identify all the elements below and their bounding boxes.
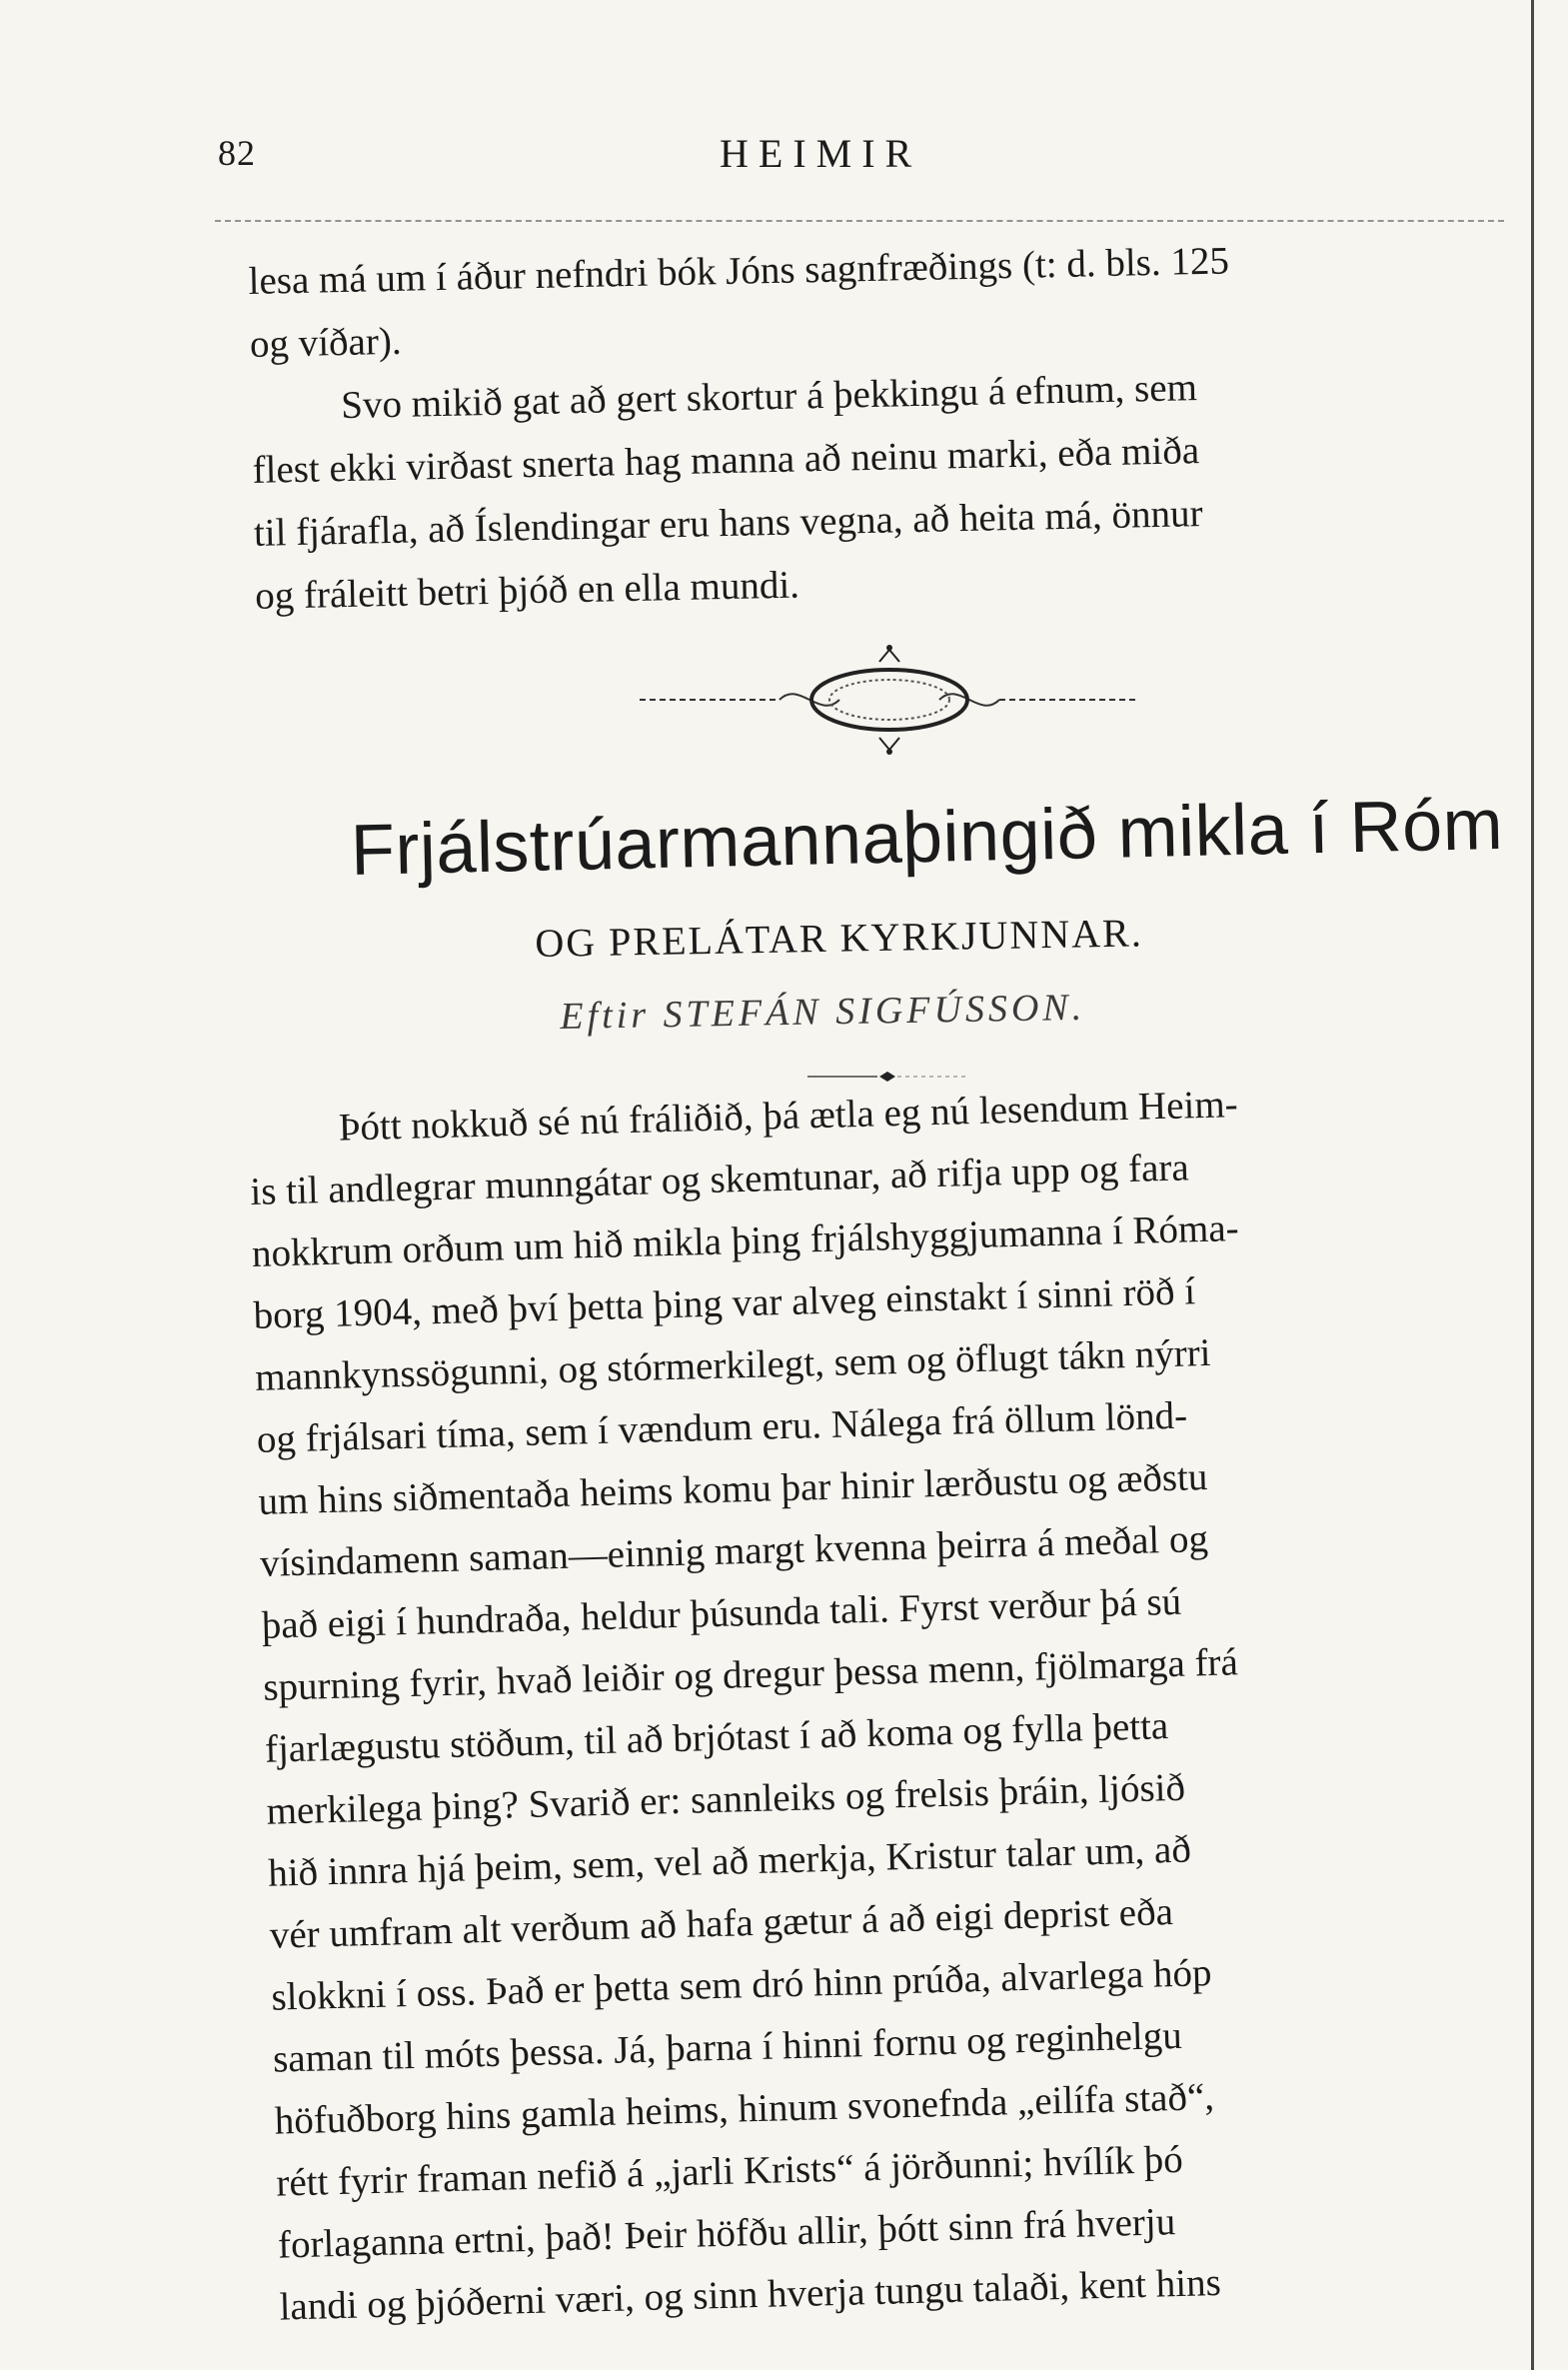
text-line: vér umfram alt verðum að hafa gætur á að eigi deprist eða — [269, 1890, 1174, 1957]
text-line: nokkrum orðum um hið mikla þing frjálshyggjumanna í Róma- — [251, 1206, 1240, 1275]
text-line: og fráleitt betri þjóð en ella mundi. — [254, 563, 800, 618]
text-line: merkilega þing? Svarið er: sannleiks og frelsis þráin, ljósið — [266, 1765, 1186, 1833]
text-line: Svo mikið gat að gert skortur á þekkingu á efnum, sem — [340, 366, 1198, 428]
page-number: 82 — [218, 133, 256, 173]
running-head: HEIMIR — [720, 131, 922, 176]
text-line: is til andlegrar munngátar og skemtunar, að rifja upp og fara — [249, 1146, 1190, 1213]
text-line: mannkynssögunni, og stórmerkilegt, sem og öflugt tákn nýrri — [254, 1330, 1212, 1399]
text-line: borg 1904, með því þetta þing var alveg einstakt í sinni röð í — [253, 1269, 1196, 1337]
article-title: Frjálstrúarmannaþingið mikla í Róm — [350, 784, 1504, 891]
page-edge-line — [1531, 0, 1534, 2370]
text-line: rétt fyrir framan nefið á „jarli Krists“ á jörðunni; hvílík þó — [275, 2137, 1184, 2205]
text-line: til fjárafla, að Íslendingar eru hans vegna, að heita má, önnur — [253, 492, 1203, 555]
body-paragraph — [248, 1068, 1519, 2339]
text-line: flest ekki virðast snerta hag manna að neinu marki, eða miða — [252, 429, 1200, 492]
text-line: um hins siðmentaða heims komu þar hinir lærðustu og æðstu — [257, 1455, 1208, 1523]
text-line: saman til móts þessa. Já, þarna í hinni fornu og reginhelgu — [272, 2013, 1183, 2081]
article-byline: Eftir STEFÁN SIGFÚSSON. — [560, 986, 1086, 1038]
text-line: spurning fyrir, hvað leiðir og dregur þessa menn, fjölmarga frá — [262, 1640, 1239, 1709]
text-line: slokkni í oss. Það er þetta sem dró hinn prúða, alvarlega hóp — [270, 1951, 1212, 2019]
article-subtitle: OG PRELÁTAR KYRKJUNNAR. — [535, 910, 1144, 966]
text-line: Þótt nokkuð sé nú fráliðið, þá ætla eg nú lesendum Heim- — [338, 1083, 1239, 1150]
text-line: það eigi í hundraða, heldur þúsunda tali. Fyrst verður þá sú — [261, 1579, 1182, 1647]
text-line: fjarlægustu stöðum, til að brjótast í að koma og fylla þetta — [264, 1704, 1169, 1771]
text-line: hið innra hjá þeim, sem, vel að merkja, Kristur talar um, að — [267, 1827, 1192, 1895]
text-line: forlaganna ertni, það! Þeir höfðu allir, þótt sinn frá hverju — [277, 2200, 1176, 2267]
text-line: vísindamenn saman—einnig margt kvenna þeirra á meðal og — [259, 1517, 1209, 1585]
text-line: höfuðborg hins gamla heims, hinum svonefnda „eilífa stað“, — [274, 2075, 1215, 2143]
decorative-ornament-icon — [630, 640, 1149, 760]
text-line: og frjálsari tíma, sem í vændum eru. Nálega frá öllum lönd- — [256, 1393, 1188, 1461]
intro-paragraph — [248, 224, 1495, 628]
header-rule — [215, 220, 1504, 222]
text-line: og víðar). — [249, 319, 403, 366]
text-line: landi og þjóðerni væri, og sinn hverja tungu talaði, kent hins — [279, 2260, 1222, 2329]
text-line: lesa má um í áður nefndri bók Jóns sagnfræðings (t: d. bls. 125 — [248, 239, 1230, 303]
